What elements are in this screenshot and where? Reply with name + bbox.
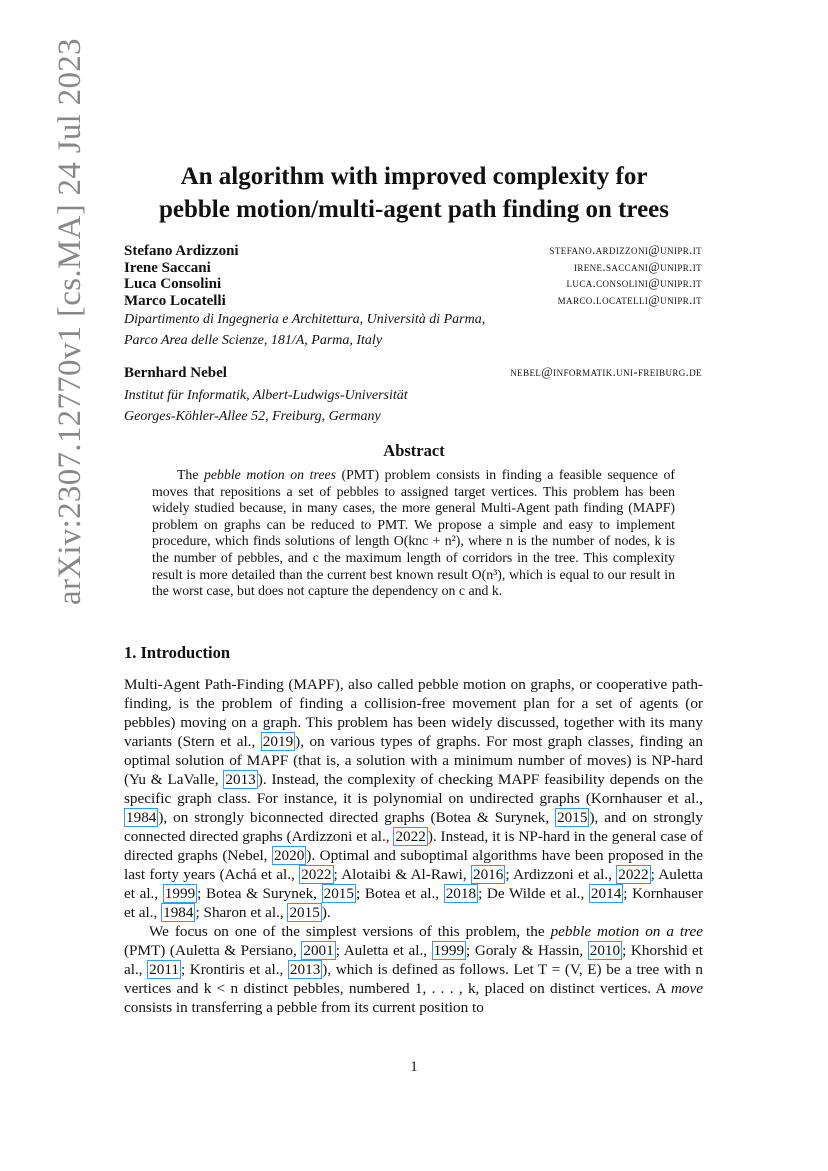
text-run: ), and on strongly connected directed graphs (Ardizzoni et al., [124,809,703,845]
paragraph [124,675,703,922]
affiliation-2 [124,385,702,427]
citation-link[interactable]: 2018 [445,885,477,902]
text-run: ), which is defined as follows. Let T = (V, E) be a tree with n vertices and k < n distinct pebbles, numbered 1, . . . , k, placed on distinct vertices. A [124,961,704,997]
citation-link[interactable]: 2019 [262,733,294,750]
citation-link[interactable]: 2001 [303,942,334,959]
citation-link[interactable]: 2013 [225,771,256,788]
paragraph [124,922,703,1017]
citation-link[interactable]: 2015 [557,809,588,826]
arxiv-identifier: arXiv:2307.12770v1 [cs.MA] 24 Jul 2023 [52,38,88,605]
abstract-run: The [177,467,205,482]
author-name: Stefano Ardizzoni [124,243,239,259]
author-name: Marco Locatelli [124,292,226,309]
author-name: Bernhard Nebel [124,365,227,381]
abstract-text [152,467,675,600]
text-run: ). Optimal and suboptimal algorithms have been proposed in the last forty years (Achá et al., [124,847,704,883]
author-email[interactable]: marco.locatelli@unipr.it [557,292,702,307]
citation-link[interactable]: 1999 [164,885,196,902]
emphasis: move [670,980,703,997]
title-line-1: An algorithm with improved complexity for [180,163,648,190]
page-number: 1 [410,1059,418,1075]
text-run: ; Goraly & Hassin, [466,942,588,959]
author-block [124,243,702,427]
citation-link[interactable]: 2015 [323,885,354,902]
author-row [124,260,702,277]
author-row [124,365,702,382]
author-name: Irene Saccani [124,259,211,276]
abstract-heading: Abstract [383,441,445,460]
text-run: ), on various types of graphs. For most graph classes, finding an optimal solution of MAPF (that is, a solution with a minimum number of moves) is NP-hard (Yu & LaValle, [124,733,703,788]
affiliation-line: Georges-Köhler-Allee 52, Freiburg, Germany [124,408,381,424]
section-heading: 1. Introduction [124,643,231,662]
text-run: ; Botea & Surynek, [197,885,322,902]
text-run: ; Khorshid et al., [124,942,703,978]
citation-link[interactable]: 2020 [273,847,305,864]
text-run: ). Instead, the complexity of checking MAPF feasibility depends on the specific graph class. For instance, it is polynomial on undirected graphs (Kornhauser et al., [124,771,703,807]
text-run: ; De Wilde et al., [478,885,589,902]
text-run: ). Instead, it is NP-hard in the general case of directed graphs (Nebel, [124,828,703,864]
abstract-emphasis: pebble motion on trees [204,467,336,482]
affiliation-line: Parco Area delle Scienze, 181/A, Parma, Italy [124,333,383,348]
citation-link[interactable]: 1984 [163,904,194,921]
text-run: ; Kornhauser et al., [124,885,704,921]
author-email[interactable]: luca.consolini@unipr.it [566,276,702,290]
abstract-run: (PMT) problem consists in finding a feasible sequence of moves that repositions a set of pebbles to assigned target vertices. This problem has been widely studied because, in many cases, the more general Multi-Agent path finding (MAPF) problem on graphs can be reduced to PMT. We propose a simple and easy to implement procedure, which finds solutions of length O(knc + n²), where n is the number of nodes, k is the number of pebbles, and c the maximum length of corridors in the tree. This complexity result is more detailed than the current best known result O(n³), which is equal to our result in the worst case, but does not capture the dependency on c and k. [152,467,675,599]
citation-link[interactable]: 2010 [589,942,621,959]
text-run: (PMT) (Auletta & Persiano, [124,942,302,959]
citation-link[interactable]: 2014 [590,885,622,902]
text-run: ). [321,904,331,921]
citation-link[interactable]: 2011 [149,961,179,978]
introduction-body [124,675,703,1017]
paper-title [0,160,828,226]
author-name: Luca Consolini [124,276,222,292]
text-run: ; Ardizzoni et al., [505,866,617,883]
citation-link[interactable]: 2016 [472,866,504,883]
author-row [124,276,702,293]
author-email[interactable]: stefano.ardizzoni@unipr.it [549,243,702,257]
text-run: Multi-Agent Path-Finding (MAPF), also called pebble motion on graphs, or cooperative path-finding, is the problem of finding a collision-free movement plan for a set of agents (or pebbles) moving on a graph. This problem has been widely discussed, together with its many variants (Stern et al., [124,676,703,750]
text-run: ; Alotaibi & Al-Rawi, [333,866,471,883]
citation-link[interactable]: 2013 [289,961,321,978]
citation-link[interactable]: 1984 [126,809,157,826]
affiliation-line: Dipartimento di Ingegneria e Architettura, Università di Parma, [124,312,486,327]
author-email[interactable]: nebel@informatik.uni-freiburg.de [510,365,702,379]
citation-link[interactable]: 2022 [395,828,426,845]
text-run: consists in transferring a pebble from its current position to [124,999,484,1016]
text-run: ; Auletta et al., [124,866,704,902]
affiliation-1 [124,309,702,351]
text-run: ; Botea et al., [355,885,444,902]
affiliation-line: Institut für Informatik, Albert-Ludwigs-Universität [124,387,408,403]
emphasis: pebble motion on a tree [550,923,703,940]
author-email[interactable]: irene.saccani@unipr.it [573,259,702,274]
citation-link[interactable]: 1999 [433,942,465,959]
text-run: We focus on one of the simplest versions of this problem, the [149,923,551,940]
citation-link[interactable]: 2022 [618,866,649,883]
citation-link[interactable]: 2022 [301,866,332,883]
author-row [124,293,702,310]
author-row [124,243,702,260]
text-run: ; Sharon et al., [195,904,288,921]
text-run: ; Krontiris et al., [180,961,288,978]
citation-link[interactable]: 2015 [289,904,320,921]
text-run: ; Auletta et al., [335,942,432,959]
title-line-2: pebble motion/multi-agent path finding on trees [159,196,669,223]
text-run: ), on strongly biconnected directed graphs (Botea & Surynek, [158,809,556,826]
